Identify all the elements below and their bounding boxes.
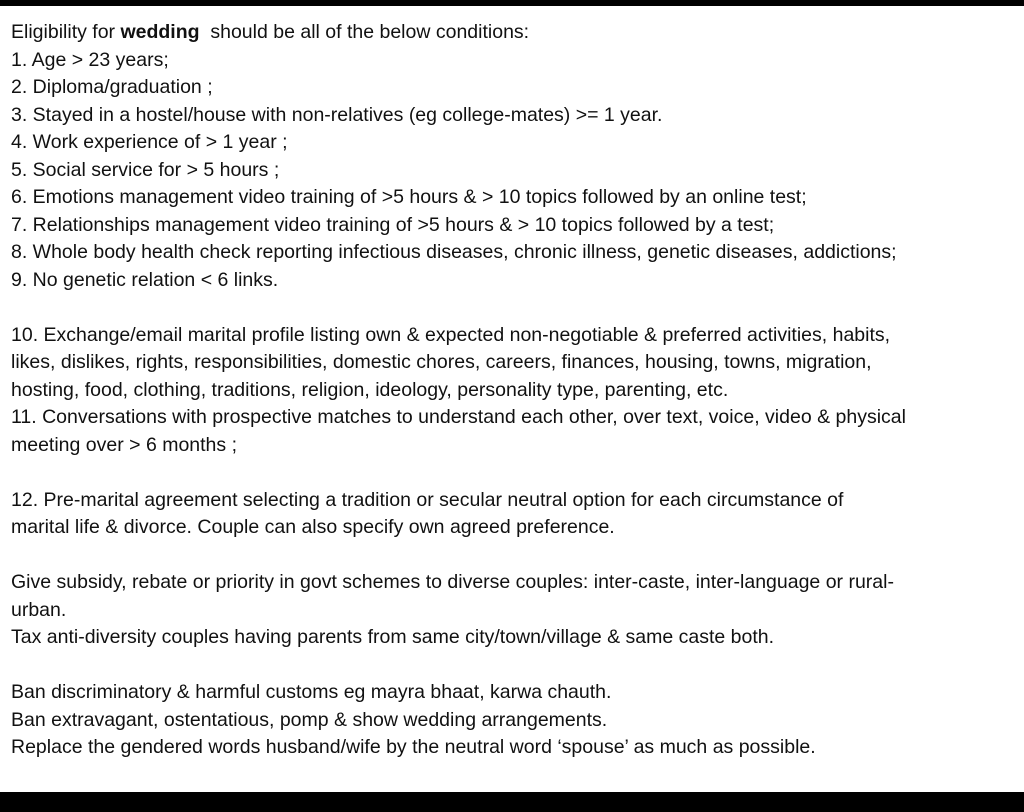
paragraph-gap (11, 652, 1016, 680)
paragraph-gap (11, 542, 1016, 570)
paragraph-gap (11, 294, 1016, 322)
diversity-line-3: Tax anti-diversity couples having parents from same city/town/village & same caste both. (11, 626, 775, 648)
heading-suffix: should be all of the below conditions: (199, 21, 530, 43)
diversity-line-2: urban. (11, 598, 67, 621)
condition-6: 6. Emotions management video training of >5 hours & > 10 topics followed by an online test; (11, 186, 807, 208)
condition-7: 7. Relationships management video training of >5 hours & > 10 topics followed by a test; (11, 213, 775, 236)
profile-line-5: meeting over > 6 months ; (11, 433, 237, 456)
heading-prefix: Eligibility for (11, 21, 121, 43)
profile-line-1: 10. Exchange/email marital profile listing own & expected non-negotiable & preferred activities, habits, (11, 323, 891, 346)
heading (11, 19, 1016, 47)
bottom-border (0, 792, 1024, 812)
agreement-line-2: marital life & divorce. Couple can also specify own agreed preference. (11, 516, 615, 538)
profile-line-2: likes, dislikes, rights, responsibilities, domestic chores, careers, finances, housing, towns, migration, (11, 351, 872, 373)
condition-2: 2. Diploma/graduation ; (11, 76, 213, 98)
heading-bold-word: wedding (120, 21, 200, 43)
condition-8: 8. Whole body health check reporting infectious diseases, chronic illness, genetic diseases, addictions; (11, 241, 897, 263)
condition-1: 1. Age > 23 years; (11, 48, 169, 71)
ban-line-3: Replace the gendered words husband/wife by the neutral word ‘spouse’ as much as possible. (11, 736, 816, 758)
condition-5: 5. Social service for > 5 hours ; (11, 158, 280, 181)
agreement-line-1: 12. Pre-marital agreement selecting a tradition or secular neutral option for each circumstance of (11, 488, 844, 511)
condition-3: 3. Stayed in a hostel/house with non-relatives (eg college-mates) >= 1 year. (11, 103, 663, 126)
ban-line-2: Ban extravagant, ostentatious, pomp & show wedding arrangements. (11, 708, 608, 731)
ban-line-1: Ban discriminatory & harmful customs eg mayra bhaat, karwa chauth. (11, 681, 612, 703)
profile-line-4: 11. Conversations with prospective matches to understand each other, over text, voice, video & physical (11, 406, 906, 428)
paragraph-gap (11, 459, 1016, 487)
document-page (0, 6, 1024, 792)
condition-4: 4. Work experience of > 1 year ; (11, 131, 288, 153)
profile-line-3: hosting, food, clothing, traditions, religion, ideology, personality type, parenting, etc. (11, 378, 729, 401)
diversity-line-1: Give subsidy, rebate or priority in govt schemes to diverse couples: inter-caste, inter-language or rural- (11, 571, 894, 593)
document-text (11, 19, 1016, 762)
condition-9: 9. No genetic relation < 6 links. (11, 268, 279, 291)
